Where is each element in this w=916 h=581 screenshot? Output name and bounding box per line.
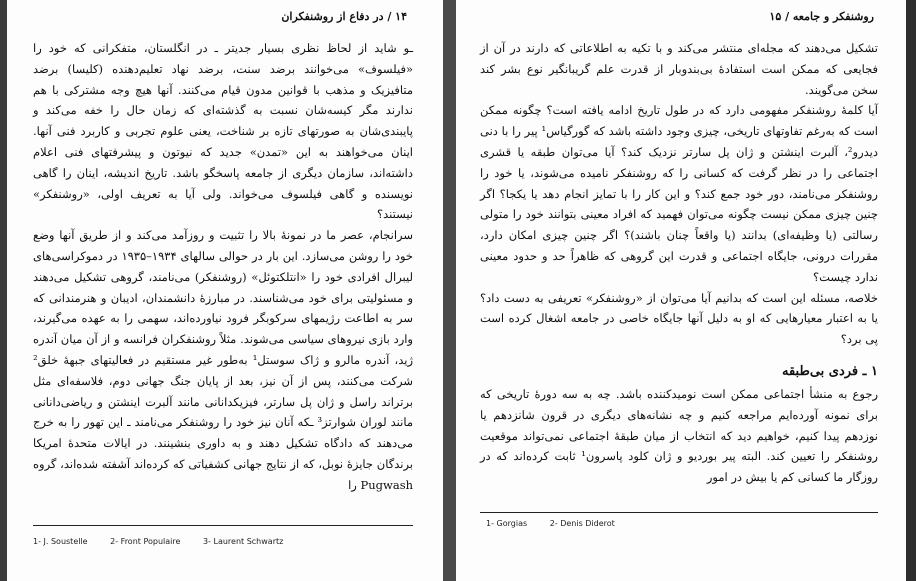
running-head: روشنفکر و جامعه / ۱۵ — [769, 10, 874, 23]
footnote: 1- Gorgias — [486, 519, 528, 528]
page-edge — [906, 0, 916, 581]
body-text — [480, 38, 878, 488]
footnotes — [486, 519, 635, 528]
section-heading: ۱ ـ فردی بی‌طبقه — [782, 363, 878, 379]
paragraph: ـو شاید از لحاظ نظری بسیار جدیتر ـ در انگلستان، متفکرانی که خود را «فیلسوف» می‌خوانند برضد سنت، برضد نهاد تعلیم‌دهنده (کلیسا) برضد متافیزیک و مذهب با قوانین مدون قیام می‌کنند. آنها هیچ وجه مشترکی با هم ندارند مگر کیسه‌شان نسبت به گذشته‌ای که زمان حال را خفه می‌کند و پایبندی‌شان به صورتهای تازه بر شناخت، یعنی علوم تجربی و کاربرد فنی آنها. اینان می‌خواهند به این «تمدن» جدید که نیوتون و پیشرفتهای فنی اعلام داشته‌اند، سازمان دیگری از جامعه پاسخگو باشد. تاریخ اندیشه، اینان را گاهی نویسنده و گاهی فیلسوف می‌خواند. ولی آیا به تعریف اولی، «روشنفکر» نیستند؟ — [33, 41, 413, 222]
running-head: ۱۴ / در دفاع از روشنفکران — [281, 10, 407, 23]
footnote-rule — [480, 512, 878, 513]
footnote: 2- Front Populaire — [110, 537, 181, 546]
left-page — [7, 0, 443, 581]
paragraph: سرانجام، عصر ما در نمونهٔ بالا را تثبیت و روزآمد می‌کند و از طریق آنها وضع خود را روشن می‌سازد. این بار در حوالی سالهای ۱۹۳۴–۱۹۳۵ در دموکراسی‌های لیبرال افرادی خود را «انتلکتوئل» (روشنفکر) می‌نامند، گروهی تشکیل می‌دهند و مسئولیتی برای خود می‌شناسند. در مبارزهٔ دانشمندان، ادیبان و هنرمندانی که سر به اطاعت رژیمهای سرکوبگر فرود نیاورده‌اند، سهمی را به عهده می‌گیرند، وارد بازی نیروهای سیاسی می‌شوند. مثلاً روشنفکران فرانسه و از آن میان آندره ژید، آندره مالرو و ژاک سوستل¹ به‌طور غیر مستقیم در فعالیتهای جبههٔ خلق² شرکت می‌کنند، پس از آن نیز، بعد از پایان جنگ جهانی دوم، فلاسفه‌ای مثل برتراند راسل و ژان پل سارتر، فیزیکدانانی مانند آلبرت اینشتن و ریاضی‌دانانی مانند لوران شوارتز³ ـکه آنان نیز خود را روشنفکر می‌نامند ـ این تهور را به خرج می‌دهند که دادگاه تشکیل دهند و به داوری بنشینند. در ایالات متحدهٔ امریکا برندگان جایزهٔ نوبل، که از نتایج جهانی کشفیاتی که کرده‌اند آشفته شده‌اند، گروه Pugwash را — [33, 228, 414, 492]
right-page — [456, 0, 906, 581]
paragraph: رجوع به منشأ اجتماعی ممکن است نومیدکننده باشد. چه به سه دورهٔ تاریخی که برای نمونه آورده‌ایم مراجعه کنیم و چه نشانه‌های دیگری در قرون شانزدهم یا نوزدهم پیدا کنیم، خواهیم دید که انتخاب از میان طبقهٔ اجتماعی نمی‌تواند موقعیت روشنفکر را تعیین کند. البته پیر بوردیو و ژان کلود پاسرون¹ ثابت کرده‌اند که در روزگار ما کسانی کم یا بیش در امور — [480, 386, 878, 485]
footnote: 1- J. Soustelle — [33, 537, 88, 546]
footnote-rule — [33, 525, 413, 526]
paragraph: آیا کلمهٔ روشنفکر مفهومی دارد که در طول تاریخ ادامه یافته است؟ چگونه ممکن است که به‌رغم تفاوتهای تاریخی، چیزی وجود داشته باشد که گورگیاس¹ پیر را با دنی دیدرو²، آلبرت اینشتن و ژان پل سارتر نزدیک کند؟ آیا می‌توان طبقه یا قشری اجتماعی را در نظر گرفت که کسانی را که روشنفکر نامیده می‌شوند، یا خود را روشنفکر می‌نامند، دور خود جمع کند؟ و این کار را با تمایز انجام دهد یا یکجا؟ اگر چنین چیزی ممکن نیست چگونه می‌توان فهمید که افراد معینی بتوانند خود را متولی رسالتی (یا وظیفه‌ای) بدانند (یا واقعاً چنان باشند)؟ اگر چنین چیزی امکان دارد، مقررات درونی، جایگاه اجتماعی و قدرت این گروهی که ظاهراً حد و حدود معینی ندارد چیست؟ — [480, 103, 879, 284]
paragraph: تشکیل می‌دهند که مجله‌ای منتشر می‌کند و با تکیه به اطلاعاتی که دارند در آن از فجایعی که ممکن است استفادهٔ بی‌بندوبار از قدرت علم گریبانگیر نوع بشر کند سخن می‌گویند. — [480, 41, 878, 97]
book-gutter — [443, 0, 456, 581]
footnote: 3- Laurent Schwartz — [202, 537, 284, 546]
footnote: 2- Denis Diderot — [549, 519, 615, 528]
footnotes — [33, 537, 303, 546]
body-text — [33, 38, 413, 496]
paragraph: خلاصه، مسئله این است که بدانیم آیا می‌توان از «روشنفکر» تعریفی به دست داد؟ یا به اعتبار معیارهایی که او به دلیل آنها جایگاه خاصی در جامعه اشغال کرده است پی برد؟ — [480, 290, 878, 347]
